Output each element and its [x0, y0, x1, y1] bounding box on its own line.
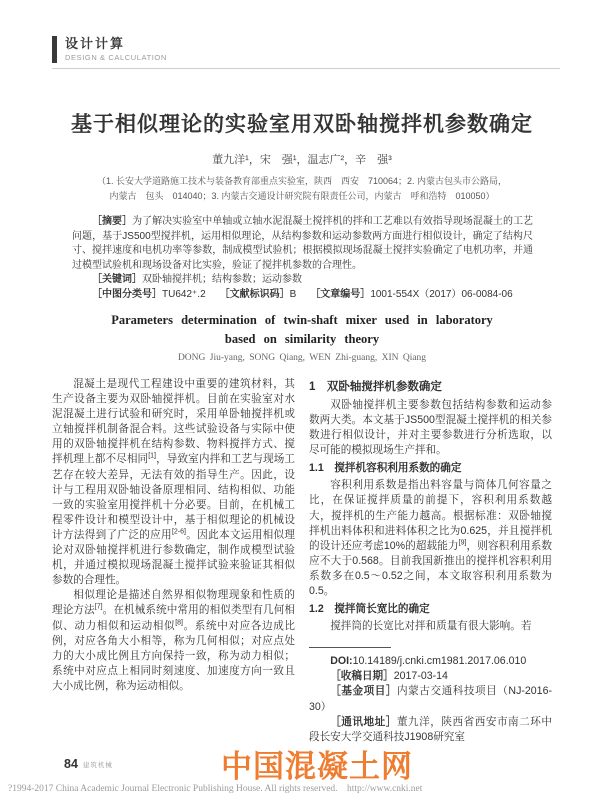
doi-line [309, 654, 552, 669]
section-bar [52, 36, 57, 63]
section-heading-1: 1 双卧轴搅拌机参数确定 [309, 381, 442, 393]
affiliations [52, 174, 552, 204]
clc-value: TU642⁺.2 [162, 288, 206, 300]
keywords-label: ［关键词］ [92, 274, 142, 285]
received-label: ［收稿日期］ [330, 670, 394, 683]
body-paragraph: 相似理论是描述自然界相似物理现象和性质的理论方法[7]。在机械系统中常用的相似类型有几何相似、动力相似和运动相似[8]。系统中对应各边成比例，对应各角大小相等，称为几何相似；对应点处力的大小成比例且方向保持一致，称为动力相似；系统中对应点上相同时刻速度、加速度方向一致且大小成比例，称为运动相似。 [52, 589, 296, 692]
fund-line [309, 684, 552, 714]
body-paragraph: 搅拌筒的长宽比对拌和质量有很大影响。若 [330, 620, 532, 633]
journal-section-header [52, 36, 552, 63]
body-paragraph: 容积利用系数是指出料容量与筒体几何容量之比，在保证搅拌质量的前提下，容积利用系数越大，搅拌机的生产能力越高。根据标准：双卧轴搅拌机出料体积和进料体积之比为0.625，并且搅拌机的设计还应考虑10%的超载能力[9]，则容积利用系数应不大于0.568。目前我国新推出的搅拌机容积利用系数多在0.5～0.52之间，本文取容积利用系数为0.5。 [309, 479, 553, 598]
clc-label: ［中图分类号］ [92, 288, 162, 300]
article-no-label: ［文章编号］ [310, 288, 371, 300]
affiliation-line-2: 内蒙古 包头 014040；3. 内蒙古交通设计研究院有限责任公司，内蒙古 呼和浩特 010050） [109, 191, 495, 201]
journal-name: 建筑机械 [82, 762, 113, 769]
page-number-value: 84 [64, 757, 78, 771]
abstract-text: 为了解决实验室中单轴或立轴水泥混凝土搅拌机的拌和工艺难以有效指导现场混凝土的工艺问题，基于JS500型搅拌机，运用相似理论，从结构参数和运动参数两方面进行相似设计，确定了结构尺寸、搅拌速度和电机功率等参数，制成模型试验机；根据模拟现场混凝土搅拌实验确定了电机功率，并通过模型试验机和现场设备对比实验，验证了搅拌机参数的合理性。 [72, 216, 534, 271]
keywords-line [72, 273, 533, 288]
received-date-line [309, 669, 552, 684]
section-heading-1-1: 1.1 搅拌机容积利用系数的确定 [309, 462, 462, 475]
abstract-block [72, 215, 533, 302]
section-heading-1-2: 1.2 搅拌筒长宽比的确定 [309, 603, 430, 616]
body-paragraph: 双卧轴搅拌机主要参数包括结构参数和运动参数两大类。本文基于JS500型混凝土搅拌机的相关参数进行相似设计，并对主要参数进行分析选取，以尽可能的模拟现场生产拌和。 [309, 399, 552, 457]
title-en-line-2: based on similarity theory [224, 332, 380, 346]
watermark-text: 中国混凝土网 [221, 749, 413, 784]
left-column [52, 377, 295, 745]
title-en-line-1: Parameters determination of twin-shaft mixer used in laboratory [111, 313, 493, 327]
fund-label: ［基金项目］ [330, 685, 398, 698]
affiliation-line-1: （1. 长安大学道路施工技术与装备教育部重点实验室，陕西 西安 710064；2. 内蒙古包头市公路局， [96, 176, 508, 186]
footnote-block [309, 647, 552, 745]
body-columns [52, 377, 552, 745]
authors-en: DONG Jiu-yang, SONG Qiang, WEN Zhi-guang, XIN Qiang [177, 353, 427, 363]
header-divider [52, 68, 560, 69]
copyright-line: ?1994-2017 China Academic Journal Electronic Publishing House. All rights reserved. http://www.cnki.net [8, 784, 423, 794]
article-no-value: 1001-554X（2017）06-0084-06 [370, 288, 513, 300]
body-paragraph: 混凝土是现代工程建设中重要的建筑材料，其生产设备主要为双卧轴搅拌机。目前在实验室对水泥混凝土进行试验和研究时，采用单卧轴搅拌机或立轴搅拌机制备混合料。这些试验设备与实际中使用的双卧轴搅拌机在结构参数、物料搅拌方式、搅拌机理上都不尽相同[1]，导致室内拌和工艺与现场工艺存在较大差异，无法有效的指导生产。因此，设计与工程用双卧轴设备原理相同、结构相似、功能一致的实验室用搅拌机十分必要。目前，在机械工程零件设计和模型设计中，基于相似理论的机械设计方法得到了广泛的应用[2-6]。因此本文运用相似理论对双卧轴搅拌机进行参数确定，制作成模型试验机，并通过模拟现场混凝土搅拌试验来验证其相似参数的合理性。 [52, 378, 296, 587]
doi-value: 10.14189/j.cnki.cm1981.2017.06.010 [352, 655, 527, 668]
address-value: 董九洋，陕西省西安市南二环中段长安大学交通科技J1908研究室 [309, 715, 553, 743]
abstract-label: ［摘要］ [92, 216, 133, 227]
authors-cn: 董九洋¹，宋 强¹，温志广²，辛 强³ [212, 154, 392, 166]
section-title-en: DESIGN & CALCULATION [65, 53, 167, 62]
doi-label: DOI: [330, 655, 353, 668]
footnote-divider [309, 647, 391, 648]
fund-value: 内蒙古交通科技项目（NJ-2016-30） [309, 685, 552, 713]
article-title-en [52, 311, 552, 349]
received-value: 2017-03-14 [393, 670, 448, 683]
keywords-text: 双卧轴搅拌机；结构参数；运动参数 [142, 274, 302, 285]
classification-line [72, 288, 533, 303]
doc-code-value: B [289, 288, 297, 300]
article-title-cn: 基于相似理论的实验室用双卧轴搅拌机参数确定 [71, 113, 533, 136]
section-title-cn: 设计计算 [65, 36, 126, 51]
doc-code-label: ［文献标识码］ [219, 288, 290, 300]
page-number [64, 757, 113, 771]
right-column [309, 377, 552, 745]
address-label: ［通讯地址］ [330, 715, 397, 728]
abstract-paragraph [72, 215, 533, 273]
